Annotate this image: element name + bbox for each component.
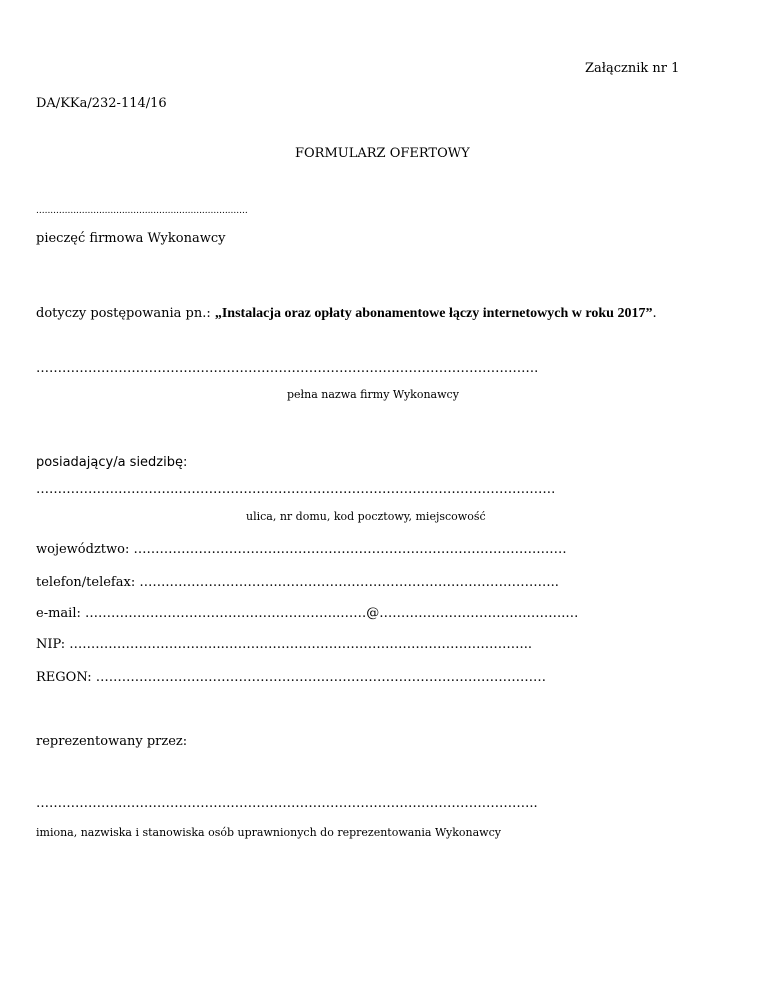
company-label: pełna nazwa firmy Wykonawcy xyxy=(287,388,459,401)
proceeding-prefix: dotyczy postępowania pn.: xyxy=(36,306,215,321)
email-field: e-mail: …………………………………………………..……@…………………………………….… xyxy=(36,606,579,621)
reference-number: DA/KKa/232-114/16 xyxy=(36,96,167,111)
seat-label: posiadający/a siedzibę: xyxy=(36,455,188,470)
stamp-label: pieczęć firmowa Wykonawcy xyxy=(36,231,226,246)
represented-dotted-line: ………………..…………………….…………………………………………………………….. xyxy=(36,796,538,811)
stamp-dotted-line: .......................................................................... xyxy=(36,206,248,216)
regon-field: REGON: …………………….……………………….…………………………………………… xyxy=(36,670,547,685)
represented-caption: imiona, nazwiska i stanowiska osób uprawnionych do reprezentowania Wykonawcy xyxy=(36,826,501,839)
nip-field: NIP: ……………………………...…………………………………………………………….. xyxy=(36,637,532,652)
proceeding-name: „Instalacja oraz opłaty abonamentowe łączy internetowych w roku 2017” xyxy=(214,306,653,321)
attachment-number: Załącznik nr 1 xyxy=(585,61,680,76)
form-title: FORMULARZ OFERTOWY xyxy=(295,146,470,161)
address-label: ulica, nr domu, kod pocztowy, miejscowość xyxy=(246,510,486,523)
represented-label: reprezentowany przez: xyxy=(36,734,188,749)
proceeding-suffix: . xyxy=(652,306,657,321)
voivodeship-field: województwo: …………………………….………………………………………………………… xyxy=(36,542,567,557)
phone-field: telefon/telefax: …….…………………….……………………………………………………….. xyxy=(36,575,559,590)
company-dotted-line: ……………………………….……………………………………………………………………. xyxy=(36,361,539,376)
proceeding-line xyxy=(36,306,657,322)
seat-dotted-line: ……………….…………..…………………………………………………………………………… xyxy=(36,482,556,497)
